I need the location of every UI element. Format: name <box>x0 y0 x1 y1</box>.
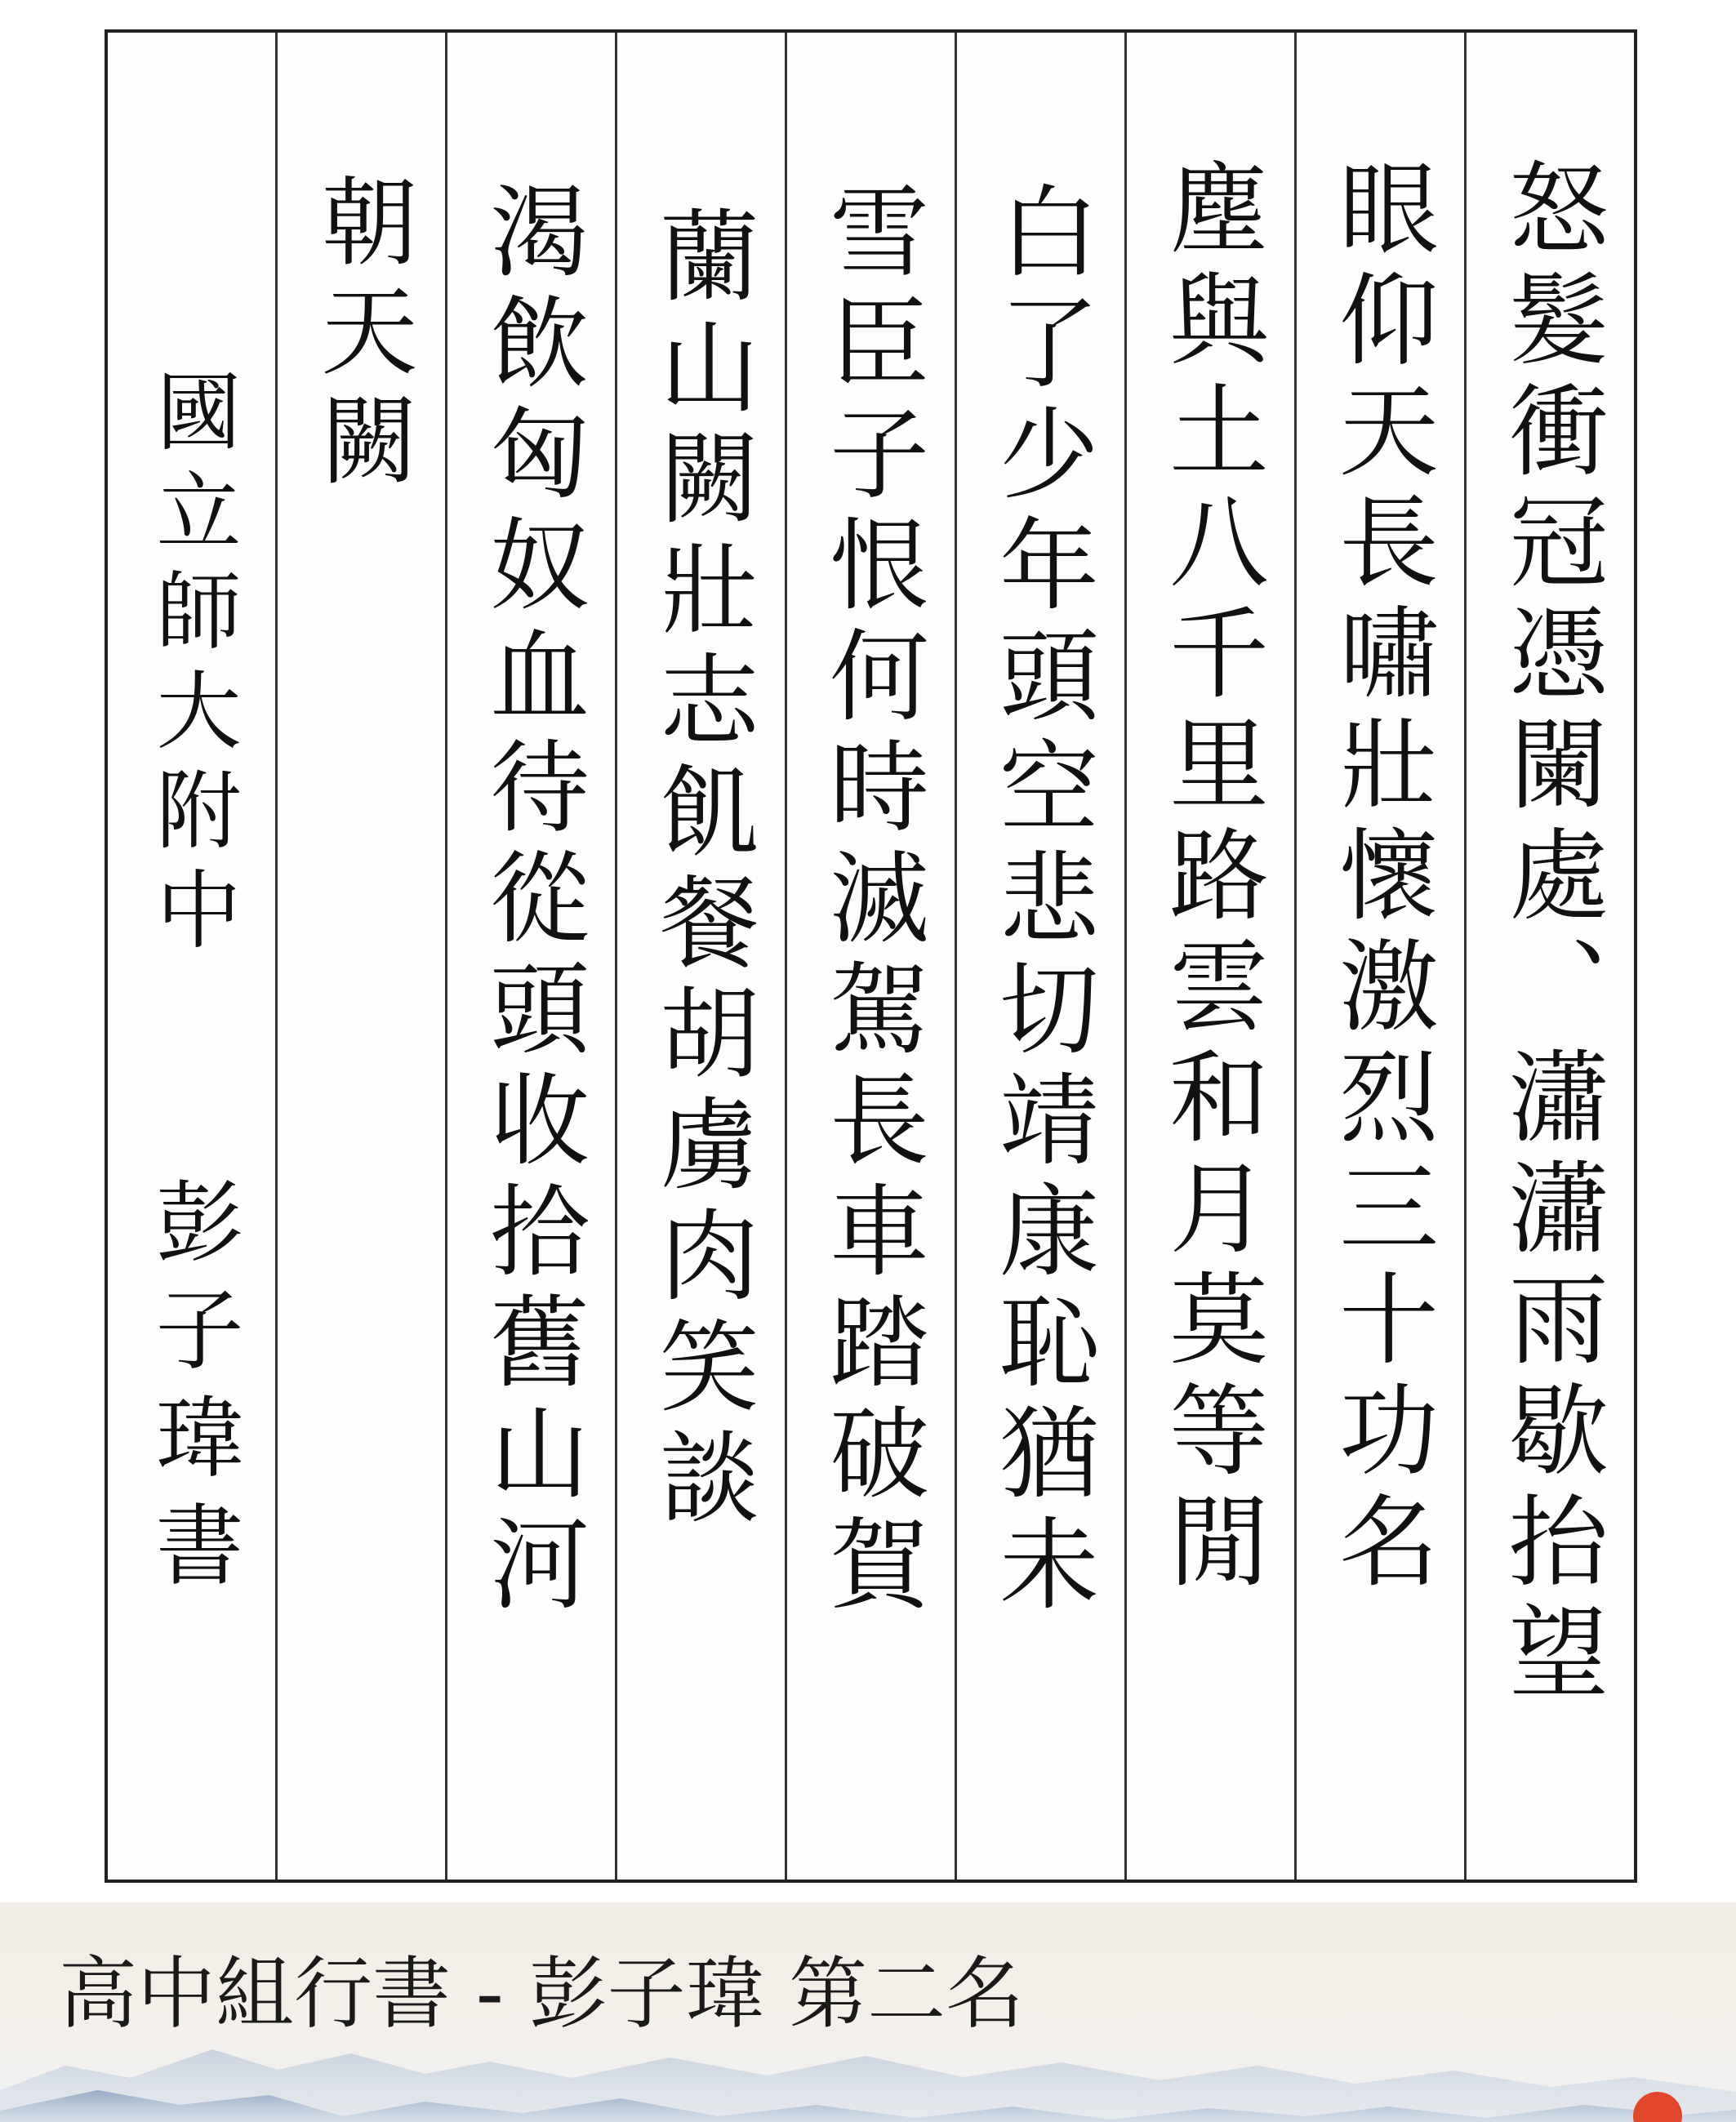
poem-column-3 <box>1124 33 1294 1880</box>
poem-column-2 <box>1294 33 1464 1880</box>
poem-column-6 <box>615 33 785 1880</box>
poem-column-4 <box>955 33 1124 1880</box>
poem-column-1 <box>1464 33 1634 1880</box>
poem-column-8 <box>275 33 445 1880</box>
poem-column-text: 怒髮衝冠憑闌處、瀟瀟雨歇抬望 <box>1492 157 1609 1711</box>
signature-block <box>108 33 275 1880</box>
poem-column-text: 朝天闕 <box>305 171 418 500</box>
poem-column-text: 渴飲匈奴血待從頭收拾舊山河 <box>473 180 590 1623</box>
poem-column-5 <box>785 33 955 1880</box>
calligraphy-sheet <box>105 29 1637 1883</box>
award-caption: 高中組行書 - 彭子瑋 第二名 <box>59 1948 1025 2040</box>
school-name: 國立師大附中 <box>141 367 242 965</box>
poem-column-text: 白了少年頭空悲切靖康恥猶未 <box>982 180 1099 1623</box>
poem-column-text: 蘭山闕壯志飢餐胡虜肉笑談 <box>643 204 759 1537</box>
poem-column-text: 塵與土八千里路雲和月莫等閒 <box>1152 157 1269 1600</box>
caption-banner <box>0 1902 1736 2122</box>
poem-column-text: 眼仰天長嘯壯懷激烈三十功名 <box>1322 157 1439 1600</box>
poem-column-text: 雪臣子恨何時滅駕長車踏破賀 <box>812 180 929 1623</box>
signature-column <box>108 33 275 1880</box>
poem-column-7 <box>445 33 615 1880</box>
artist-signature: 彭子瑋書 <box>140 1176 243 1607</box>
